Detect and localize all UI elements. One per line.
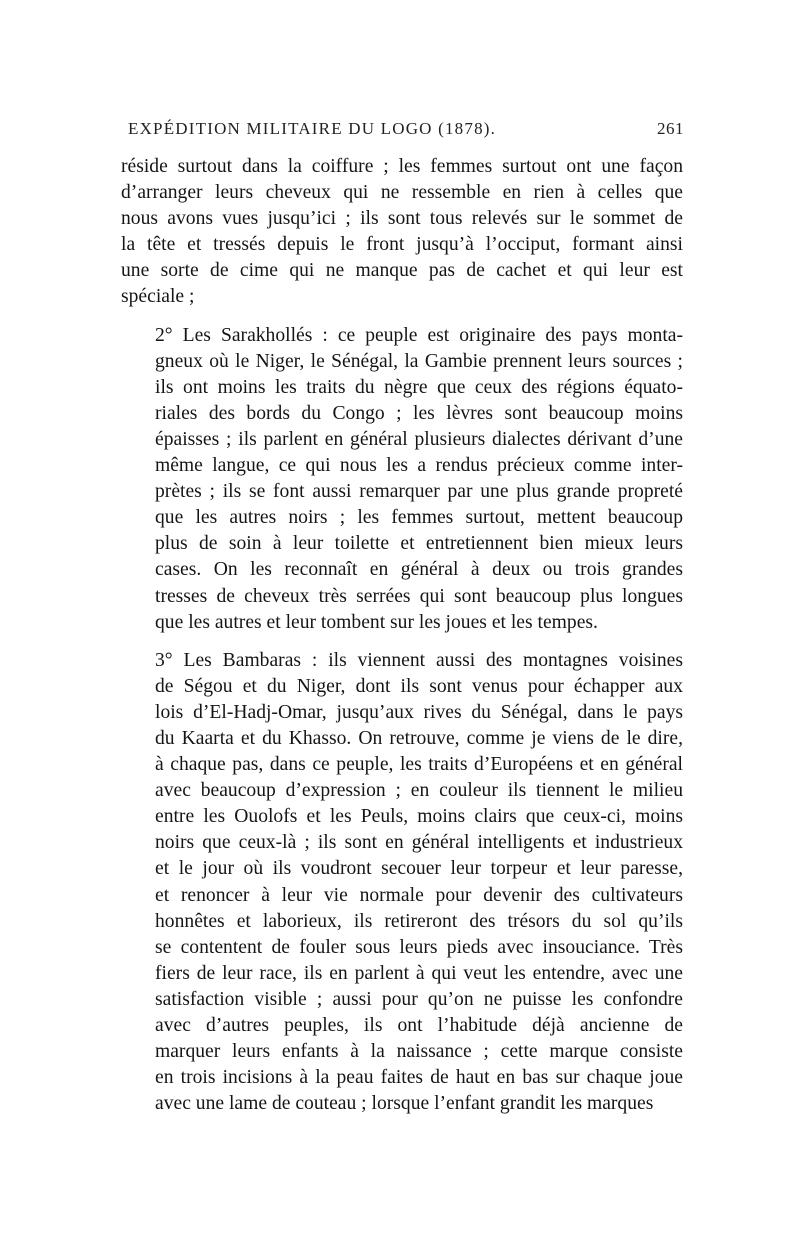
- text-line: du Kaarta et du Khasso. On retrouve, comme je viens de le dire,: [155, 727, 683, 749]
- text-line: même langue, ce qui nous les a rendus précieux comme inter-: [155, 455, 683, 477]
- text-line: de Ségou et du Niger, dont ils sont venus pour échapper aux: [155, 675, 683, 697]
- page-number: 261: [657, 119, 684, 138]
- text-line: la tête et tressés depuis le front jusqu’à l’occiput, formant ainsi: [121, 234, 683, 256]
- body-text: [121, 154, 683, 1117]
- text-line: honnêtes et laborieux, ils retireront des trésors du sol qu’ils: [155, 910, 683, 932]
- text-line: tresses de cheveux très serrées qui sont beaucoup plus longues: [155, 585, 683, 607]
- text-line: que les autres et leur tombent sur les joues et les tempes.: [155, 611, 598, 633]
- text-line: riales des bords du Congo ; les lèvres sont beaucoup moins: [155, 402, 683, 424]
- text-line: prètes ; ils se font aussi remarquer par une plus grande propreté: [155, 481, 683, 503]
- text-line: fiers de leur race, ils en parlent à qui veut les entendre, avec une: [155, 962, 683, 984]
- text-line: et le jour où ils voudront secouer leur torpeur et leur paresse,: [155, 858, 683, 880]
- text-line: nous avons vues jusqu’ici ; ils sont tous relevés sur le sommet de: [121, 208, 683, 230]
- text-line: satisfaction visible ; aussi pour qu’on ne puisse les confondre: [155, 988, 683, 1010]
- paragraph-continuation: [121, 154, 683, 311]
- text-line: réside surtout dans la coiffure ; les femmes surtout ont une façon: [121, 156, 683, 177]
- text-line: que les autres noirs ; les femmes surtout, mettent beaucoup: [155, 507, 683, 529]
- text-line: cases. On les reconnaît en général à deux ou trois grandes: [155, 559, 683, 581]
- text-line: avec beaucoup d’expression ; en couleur ils tiennent le milieu: [155, 780, 683, 802]
- text-line: spéciale ;: [121, 286, 195, 308]
- paragraph-bambaras: [121, 648, 683, 1118]
- text-line: une sorte de cime qui ne manque pas de cachet et qui leur est: [121, 260, 683, 282]
- running-head: [124, 119, 684, 143]
- text-line: à chaque pas, dans ce peuple, les traits d’Européens et en général: [155, 754, 683, 776]
- text-line: avec d’autres peuples, ils ont l’habitude déjà ancienne de: [155, 1015, 683, 1036]
- text-line: ils ont moins les traits du nègre que ceux des régions équato-: [155, 376, 683, 398]
- text-line: lois d’El-Hadj-Omar, jusqu’aux rives du Sénégal, dans le pays: [155, 701, 683, 723]
- text-line: avec une lame de couteau ; lorsque l’enfant grandit les marques: [155, 1093, 654, 1115]
- text-line: en trois incisions à la peau faites de haut en bas sur chaque joue: [155, 1067, 683, 1089]
- text-line: noirs que ceux-là ; ils sont en général intelligents et industrieux: [155, 832, 683, 854]
- text-line: épaisses ; ils parlent en général plusieurs dialectes dérivant d’une: [155, 428, 683, 450]
- text-line: marquer leurs enfants à la naissance ; cette marque consiste: [155, 1041, 683, 1063]
- text-line: se contentent de fouler sous leurs pieds avec insouciance. Très: [155, 936, 683, 958]
- text-line: entre les Ouolofs et les Peuls, moins clairs que ceux-ci, moins: [155, 806, 683, 828]
- text-line: plus de soin à leur toilette et entretiennent bien mieux leurs: [155, 533, 683, 555]
- text-line: gneux où le Niger, le Sénégal, la Gambie prennent leurs sources ;: [155, 350, 683, 372]
- running-title: EXPÉDITION MILITAIRE DU LOGO (1878).: [128, 119, 497, 138]
- text-line: 3° Les Bambaras : ils viennent aussi des montagnes voisines: [155, 649, 683, 671]
- text-line: et renoncer à leur vie normale pour devenir des cultivateurs: [155, 884, 683, 906]
- text-line: d’arranger leurs cheveux qui ne ressemble en rien à celles que: [121, 182, 683, 204]
- text-line: 2° Les Sarakhollés : ce peuple est originaire des pays monta-: [155, 324, 683, 346]
- paragraph-sarakholles: [121, 323, 683, 636]
